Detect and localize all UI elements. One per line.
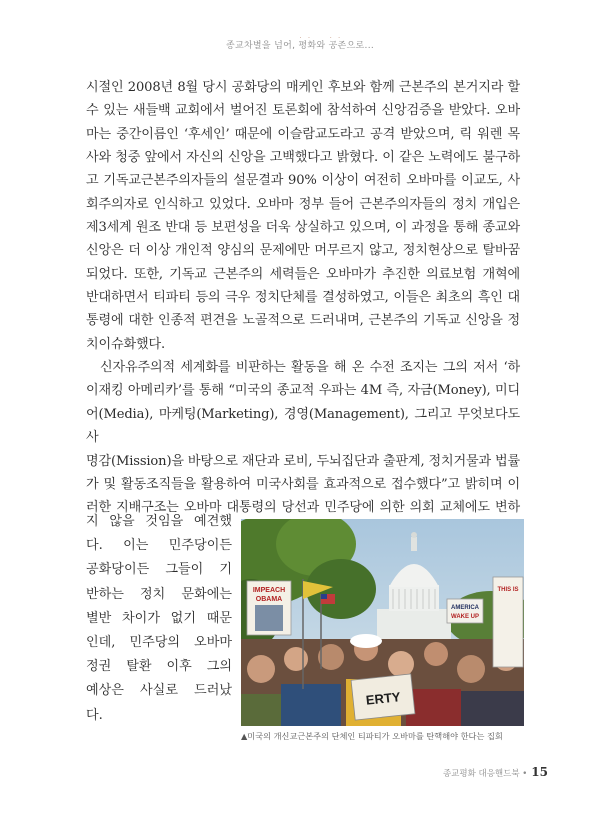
text-line: 통령에 대한 인종적 편견을 노골적으로 드러내며, 근본주의 기독교 신앙을 정 [86,313,520,329]
text-line: 공화당이든 그들이 기 [86,562,232,578]
text-line: 되었다. 또한, 기독교 근본주의 세력들은 오바마가 추진한 의료보험 개혁에 [86,266,520,282]
right-sign [493,577,523,667]
page-number: 15 [531,765,548,779]
text-line: 수 있는 새들백 교회에서 벌어진 토론회에 참석하여 신앙검증을 받았다. 오바 [86,103,520,119]
america-sign-line1: AMERICA [451,605,479,611]
text-line: 별반 차이가 없기 때문 [86,610,232,626]
impeach-sign-line1: IMPEACH [252,587,286,594]
america-sign-line2: WAKE UP [450,614,480,620]
right-sign-text: THIS IS [497,587,519,593]
text-line: 다. 이는 민주당이든 [86,538,232,554]
running-head-text: 으로... [346,41,375,51]
text-line: 고 기독교근본주의자들의 설문결과 90% 이상이 여전히 오바마를 이교도, 사 [86,173,520,189]
text-line: 회주의자로 인식하고 있었다. 오바마 정부 들어 근본주의자들의 정치 개입은 [86,196,520,212]
text-line: 마는 중간이름인 ‘후세인’ 때문에 이슬람교도라고 공격 받았으며, 릭 워렌 목 [86,126,520,142]
running-head-text: 종교차별을 넘어, [225,41,299,51]
text-line: 가 및 활동조직들을 활용하여 미국사회를 효과적으로 접수했다”고 밝히며 이 [86,476,520,492]
page-footer [443,765,548,779]
text-line: 반하는 정치 문화에는 [86,586,232,602]
rally-photo-illustration [241,519,524,726]
impeach-sign [247,581,291,635]
paragraph-1 [86,76,520,356]
text-line: 러한 지배구조는 오바마 대통령의 당선과 민주당에 의한 의회 교체에도 변하 [86,500,520,516]
text-line: 신자유주의적 세계화를 비판하는 활동을 해 온 수전 조지는 그의 저서 ‘하 [100,360,520,376]
body-text [86,76,520,520]
liberty-sign [351,674,415,720]
text-line: 다. [86,707,103,723]
text-line: 시절인 2008년 8월 당시 공화당의 매케인 후보와 함께 근본주의 본거지라 할 [86,80,520,95]
photo-caption: ▲미국의 개신교근본주의 단체인 티파티가 오바마를 탄핵해야 한다는 집회 [241,731,503,741]
running-head [0,38,600,51]
text-line: 반대하면서 티파티 등의 극우 정치단체를 결성하였고, 이들은 최초의 흑인 대 [86,290,520,306]
liberty-sign-text: ERTY [365,689,402,708]
text-line: 지 않을 것임을 예견했 [86,514,232,529]
footer-label: 종교평화 대응핸드북 • [442,769,528,779]
text-line: 신앙은 더 이상 개인적 양심의 문제에만 머무르지 않고, 정치현상으로 탈바꿈 [86,243,520,259]
running-head-emphasis: · · 공존 [329,41,347,51]
text-line: 인데, 민주당의 오바마 [86,635,232,651]
text-line: 정권 탈환 이후 그의 [86,659,232,675]
text-line: 제3세계 원조 반대 등 보편성을 더욱 상실하고 있으며, 이 과정을 통해 종교와 [86,220,520,236]
america-sign [447,599,483,623]
text-line: 사와 청중 앞에서 자신의 신앙을 고백했다고 밝혔다. 이 같은 노력에도 불구하 [86,150,520,166]
text-line: 이재킹 아메리카’를 통해 “미국의 종교적 우파는 4M 즉, 자금(Money), 미디 [86,383,520,399]
running-head-emphasis: · · 평화 [298,41,316,51]
text-line: 어(Media), 마케팅(Marketing), 경영(Management), 그리고 무엇보다도 사 [86,406,520,446]
text-line: 치이슈화했다. [86,336,166,352]
rally-photo [241,519,524,726]
paragraph-2 [86,356,520,519]
running-head-text: 와 [316,41,329,51]
text-line: 예상은 사실로 드러났 [86,683,232,699]
impeach-sign-line2: OBAMA [255,596,283,603]
text-line: 명감(Mission)을 바탕으로 재단과 로비, 두뇌집단과 출판계, 정치거물과 법률 [86,453,520,469]
wrapped-text [86,510,232,728]
